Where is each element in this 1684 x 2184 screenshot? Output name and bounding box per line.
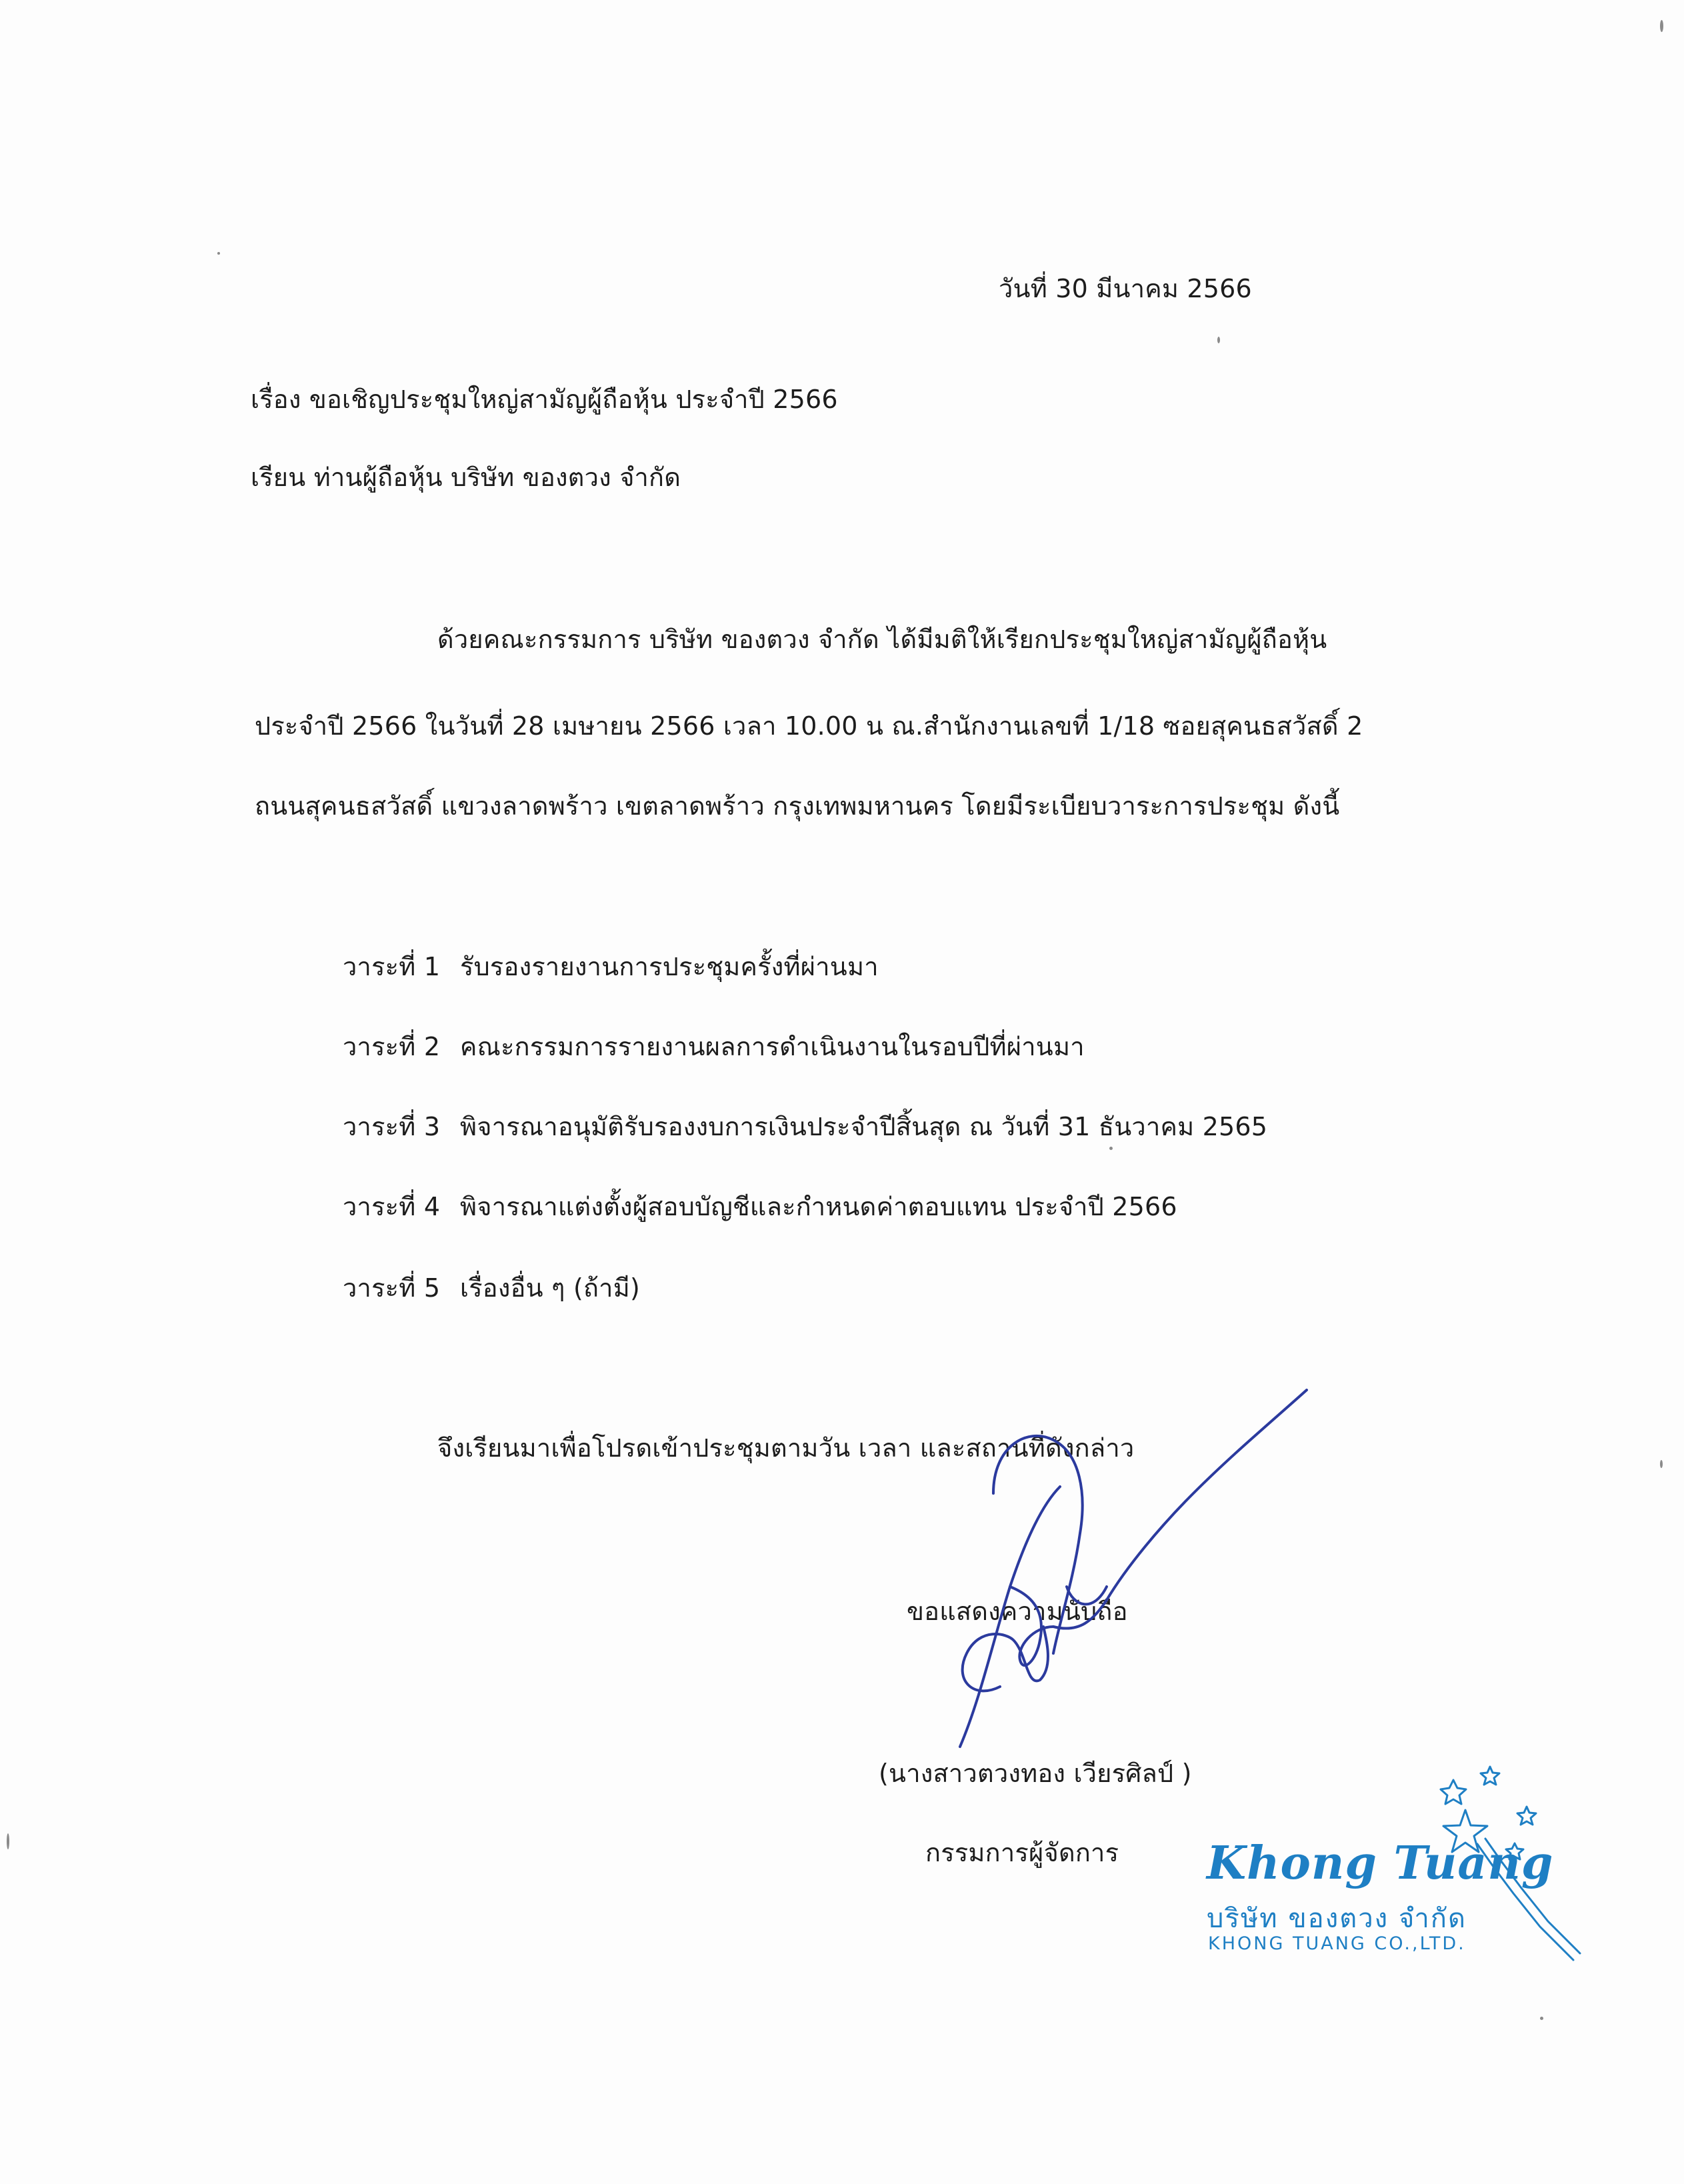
- signature-stroke: [960, 1487, 1060, 1747]
- scan-speck: [1217, 337, 1220, 343]
- agenda-item: [343, 1111, 1267, 1143]
- body-line-3: ถนนสุคนธสวัสดิ์ แขวงลาดพร้าว เขตลาดพร้าว กรุงเทพมหานคร โดยมีระเบียบวาระการประชุม ดังนี้: [255, 791, 1340, 821]
- agenda-text: พิจารณาอนุมัติรับรองงบการเงินประจำปีสิ้นสุด ณ วันที่ 31 ธันวาคม 2565: [460, 1112, 1268, 1141]
- agenda-text: รับรองรายงานการประชุมครั้งที่ผ่านมา: [460, 952, 879, 981]
- scan-speck: [1660, 20, 1663, 32]
- agenda-number: วาระที่ 1: [343, 952, 441, 981]
- signature-stroke: [963, 1627, 1048, 1691]
- stamp-company-english: KHONG TUANG CO.,LTD.: [1208, 1933, 1466, 1954]
- scan-speck: [1540, 2017, 1543, 2020]
- agenda-text: คณะกรรมการรายงานผลการดำเนินงานในรอบปีที่ผ่านมา: [460, 1032, 1085, 1061]
- agenda-number: วาระที่ 2: [343, 1032, 441, 1061]
- scan-speck: [1109, 1147, 1113, 1150]
- signer-title: กรรมการผู้จัดการ: [925, 1838, 1119, 1867]
- agenda-number: วาระที่ 3: [343, 1112, 441, 1141]
- closing-line: จึงเรียนมาเพื่อโปรดเข้าประชุมตามวัน เวลา และสถานที่ดังกล่าว: [437, 1433, 1135, 1463]
- signer-name: (นางสาวตวงทอง เวียรศิลป์ ): [879, 1759, 1192, 1788]
- agenda-item: [343, 1272, 640, 1304]
- company-stamp: [1187, 1760, 1600, 1960]
- agenda-item: [343, 1031, 1085, 1063]
- signature-stroke: [1067, 1587, 1107, 1604]
- signature-stroke: [1053, 1390, 1307, 1629]
- handwritten-signature: [893, 1387, 1320, 1773]
- agenda-item: [343, 951, 879, 983]
- agenda-number: วาระที่ 5: [343, 1273, 441, 1303]
- body-line-2: ประจำปี 2566 ในวันที่ 28 เมษายน 2566 เวลา 10.00 น ณ.สำนักงานเลขที่ 1/18 ซอยสุคนธสวัสดิ์ 2: [255, 711, 1363, 741]
- letter-subject: เรื่อง ขอเชิญประชุมใหญ่สามัญผู้ถือหุ้น ประจำปี 2566: [251, 385, 838, 414]
- body-line-1: ด้วยคณะกรรมการ บริษัท ของตวง จำกัด ได้มีมติให้เรียกประชุมใหญ่สามัญผู้ถือหุ้น: [437, 625, 1327, 654]
- agenda-item: [343, 1191, 1177, 1223]
- agenda-number: วาระที่ 4: [343, 1192, 441, 1221]
- letter-date: วันที่ 30 มีนาคม 2566: [999, 274, 1252, 303]
- stamp-company-thai: บริษัท ของตวง จำกัด: [1207, 1903, 1467, 1934]
- signature-stroke: [993, 1436, 1083, 1653]
- stamp-brand-text: Khong Tuang: [1207, 1837, 1554, 1890]
- scan-speck: [217, 252, 220, 255]
- letter-recipient: เรียน ท่านผู้ถือหุ้น บริษัท ของตวง จำกัด: [251, 463, 681, 492]
- regards-line: ขอแสดงความนับถือ: [907, 1597, 1128, 1626]
- agenda-text: พิจารณาแต่งตั้งผู้สอบบัญชีและกำหนดค่าตอบแทน ประจำปี 2566: [460, 1192, 1177, 1221]
- scan-speck: [1660, 1460, 1663, 1468]
- agenda-text: เรื่องอื่น ๆ (ถ้ามี): [460, 1273, 640, 1303]
- scan-speck: [7, 1833, 9, 1849]
